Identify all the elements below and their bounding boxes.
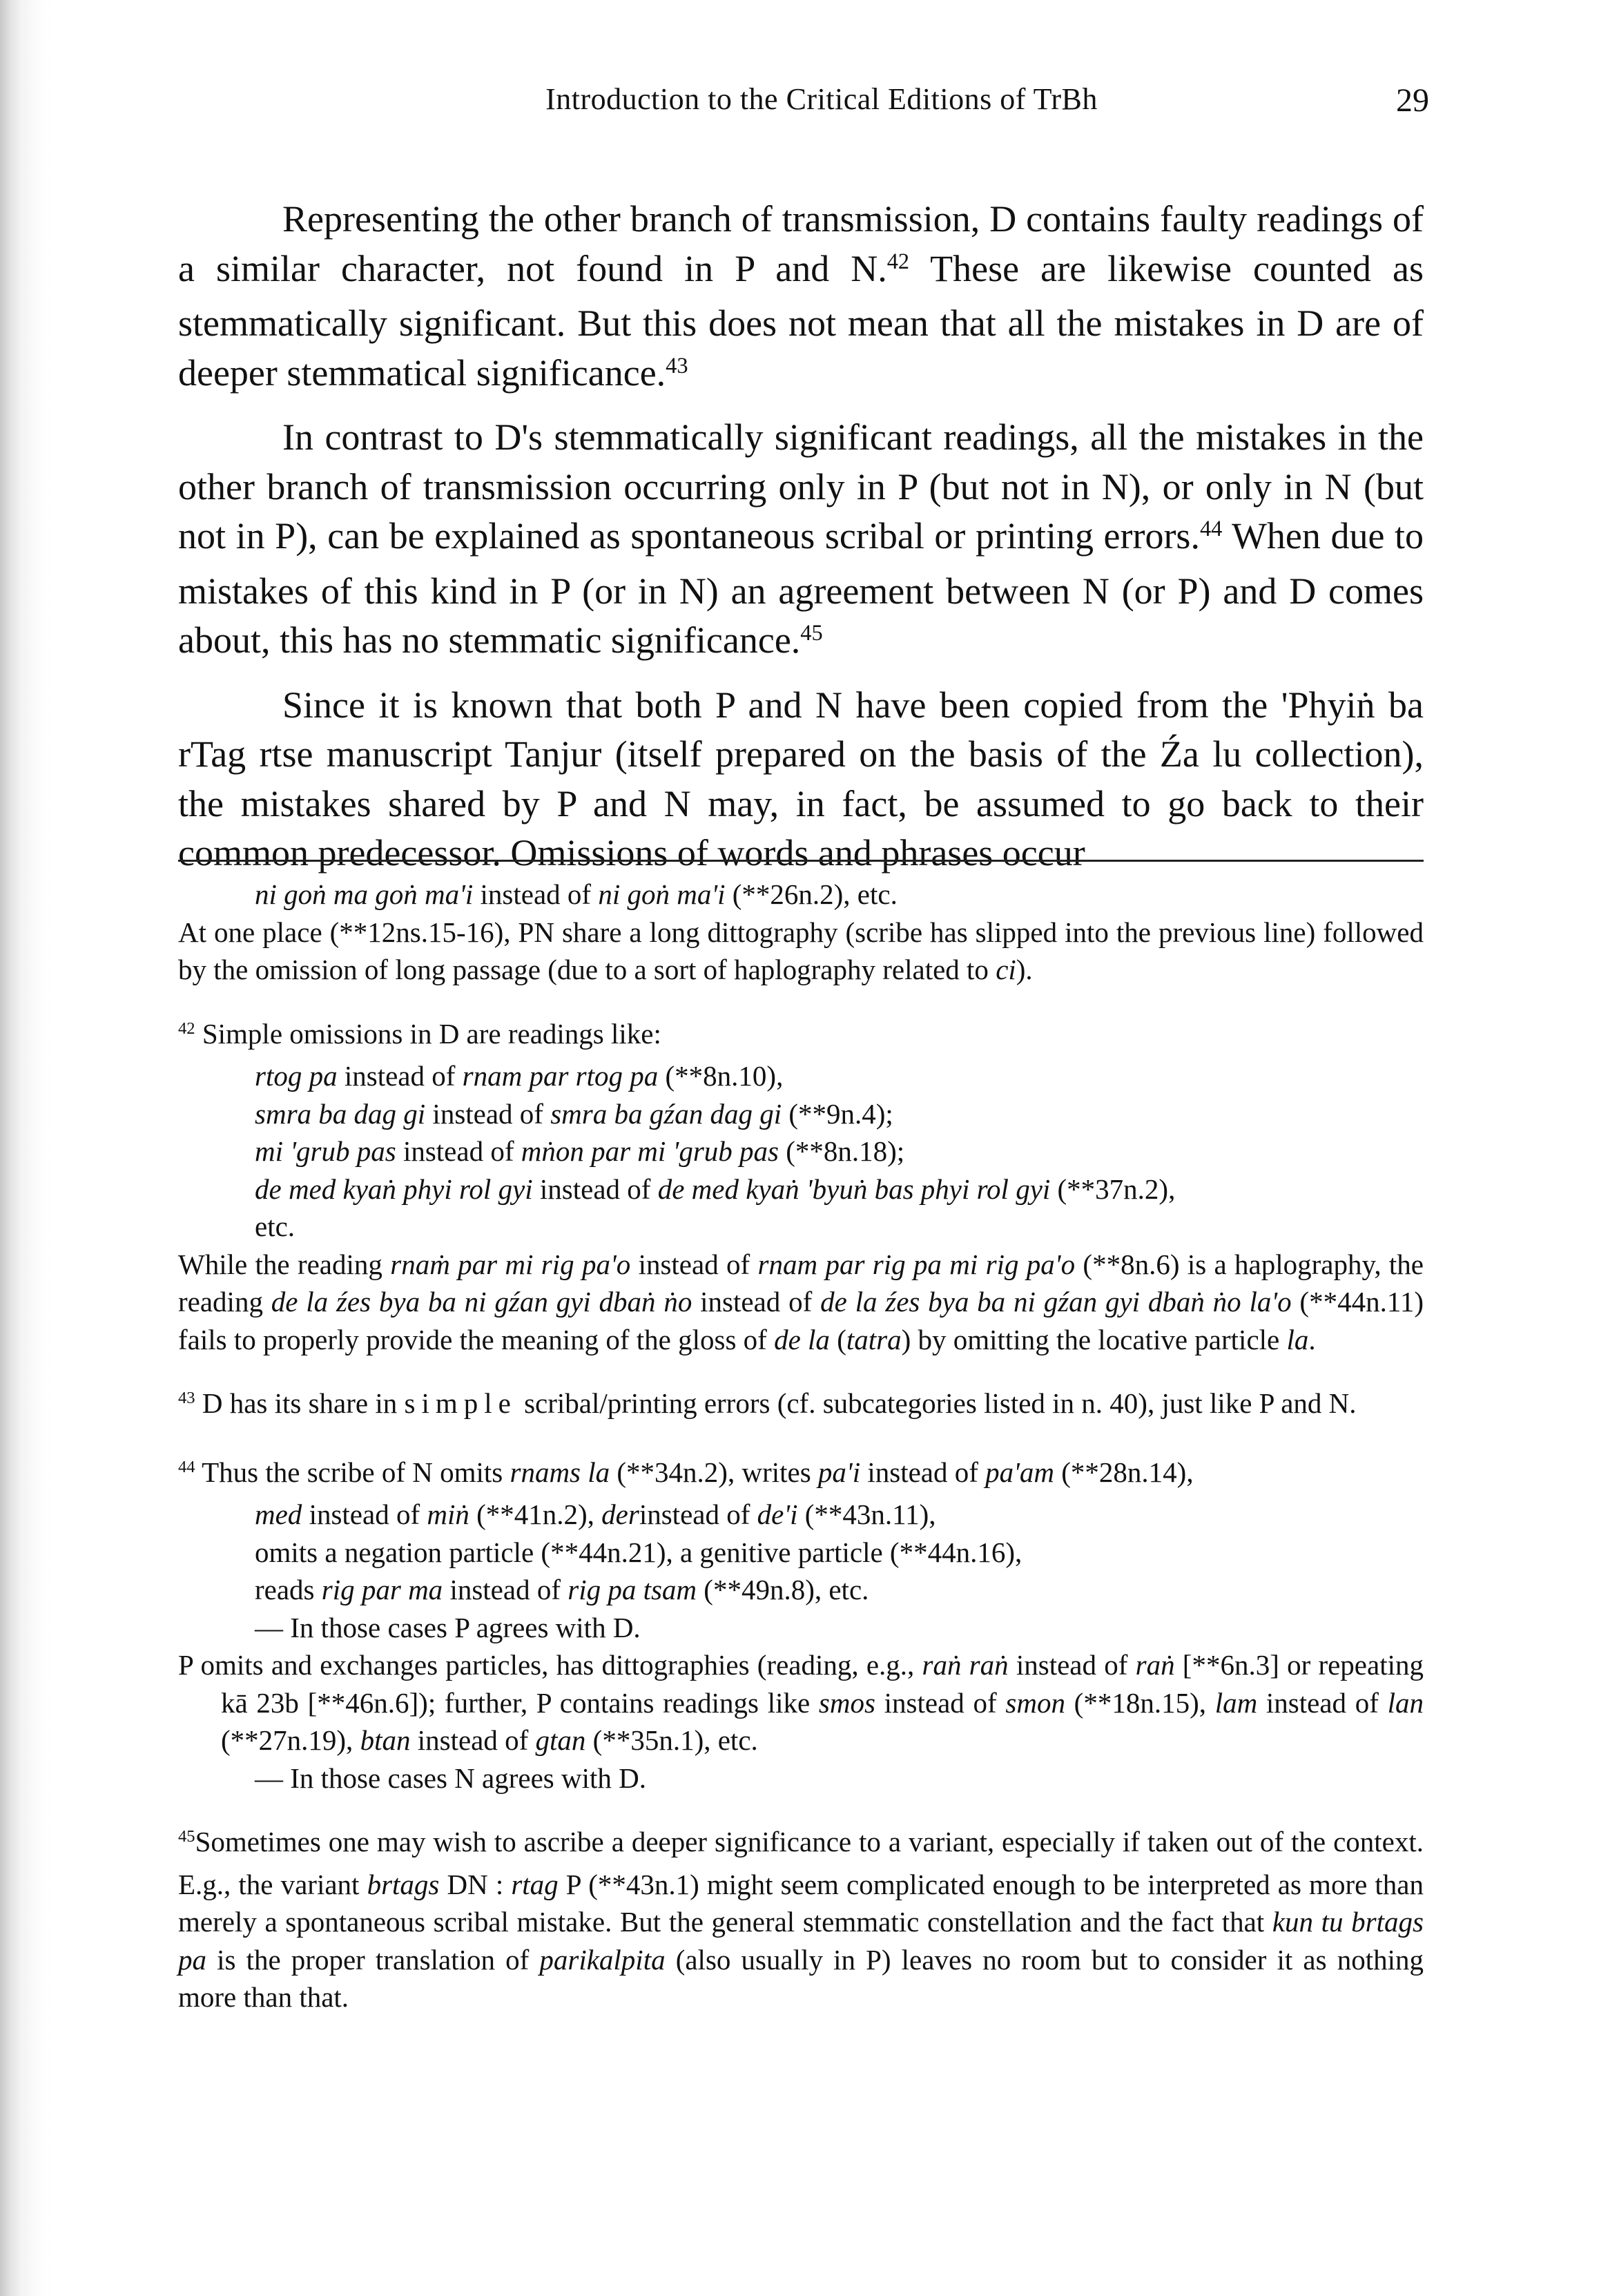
footnote-42: $^{42}$ Simple omissions in D are readings like: rtog pa instead of rnam par rtog pa (**8n.10), smra ba dag gi instead of smra ba gźan dag gi (**9n.4); mi 'grub pas instead of mṅon par mi 'grub pas (**8n.18); de med kyaṅ phyi rol gyi instead of de med kyaṅ 'byuṅ bas phyi rol gyi (**37n.2), etc. While the reading rnaṁ par mi rig pa'o instead of rnam par rig pa mi rig pa'o (**8n.6) is a haplography, the reading de la źes bya ba ni gźan gyi dbaṅ ṅo instead of de la źes bya ba ni gźan gyi dbaṅ ṅo la'o (**44n.11) fails to properly provide the meaning of the gloss of de la (tatra) by omitting the locative particle la. <box>178 1017 1424 1356</box>
footnote-number: 45 <box>178 1827 195 1846</box>
footnote-ref-45[interactable]: 45 <box>800 621 823 646</box>
footnote-ref-44[interactable]: 44 <box>1199 517 1223 542</box>
footnote-43: $^{43}$ D has its share in simple scribal/printing errors (cf. subcategories listed in n. 40), just like P and N. <box>178 1387 1357 1419</box>
footnote-45: $^{45}$Sometimes one may wish to ascribe a deeper significance to a variant, especially if taken out of the context. E.g., the variant brtags DN : rtag P (**43n.1) might seem complicated enough to be interpreted as more than merely a spontaneous scribal mistake. But the general stemmatic constellation and the fact that kun tu brtags pa is the proper translation of parikalpita (also usually in P) leaves no room but to consider it as nothing more than that. <box>178 1826 1424 2013</box>
running-head: Introduction to the Critical Editions of TrBh <box>545 82 1098 116</box>
paragraph-1: Representing the other branch of transmission, D contains faulty readings of a similar character, not found in P and N.$^{42}$ These are likewise counted as stemmatically significant. But this does not mean that all the mistakes in D are of deeper stemmatical significance.$^{43}$ <box>178 198 1424 394</box>
page-number: 29 <box>1396 82 1429 119</box>
footnote-continuation: ni goṅ ma goṅ ma'i instead of ni goṅ ma'i (**26n.2), etc. At one place (**12ns.15-16), PN share a long dittography (scribe has slipped into the previous line) followed by the omission of long passage (due to a sort of haplography related to ci). <box>178 878 1424 985</box>
footnote-44: $^{44}$ Thus the scribe of N omits rnams la (**34n.2), writes pa'i instead of pa'am (**28n.14), med instead of miṅ (**41n.2), derinstead of de'i (**43n.11), omits a negation particle (**44n.21), a genitive particle (**44n.16), reads rig par ma instead of rig pa tsam (**49n.8), etc. — In those cases P agrees with D. P omits and exchanges particles, has dittographies (reading, e.g., raṅ raṅ instead of raṅ [**6n.3] or repeating kā 23b [**46n.6]); further, P contains readings like smos instead of smon (**18n.15), lam instead of lan (**27n.19), btan instead of gtan (**35n.1), etc. — In those cases N agrees with D. <box>178 1456 1424 1794</box>
footnote-number: 44 <box>178 1457 195 1476</box>
paragraph-2: In contrast to D's stemmatically significant readings, all the mistakes in the other branch of transmission occurring only in P (but not in N), or only in N (but not in P), can be explained as spontaneous scribal or printing errors.$^{44}$ When due to mistakes of this kind in P (or in N) an agreement between N (or P) and D comes about, this has no stemmatic significance.$^{45}$ <box>178 416 1424 661</box>
main-text <box>178 195 1424 888</box>
footnote-separator <box>178 860 1424 862</box>
scan-edge-shadow <box>0 0 52 2296</box>
footnotes <box>178 876 1424 2016</box>
footnote-number: 42 <box>178 1019 195 1038</box>
footnote-number: 43 <box>178 1389 195 1408</box>
paragraph-3: Since it is known that both P and N have been copied from the 'Phyiṅ ba rTag rtse manuscript Tanjur (itself prepared on the basis of the Źa lu collection), the mistakes shared by P and N may, in fact, be assumed to go back to their common predecessor. Omissions of words and phrases occur <box>178 684 1424 874</box>
footnote-ref-42[interactable]: 42 <box>886 249 910 274</box>
footnote-ref-43[interactable]: 43 <box>666 353 688 378</box>
